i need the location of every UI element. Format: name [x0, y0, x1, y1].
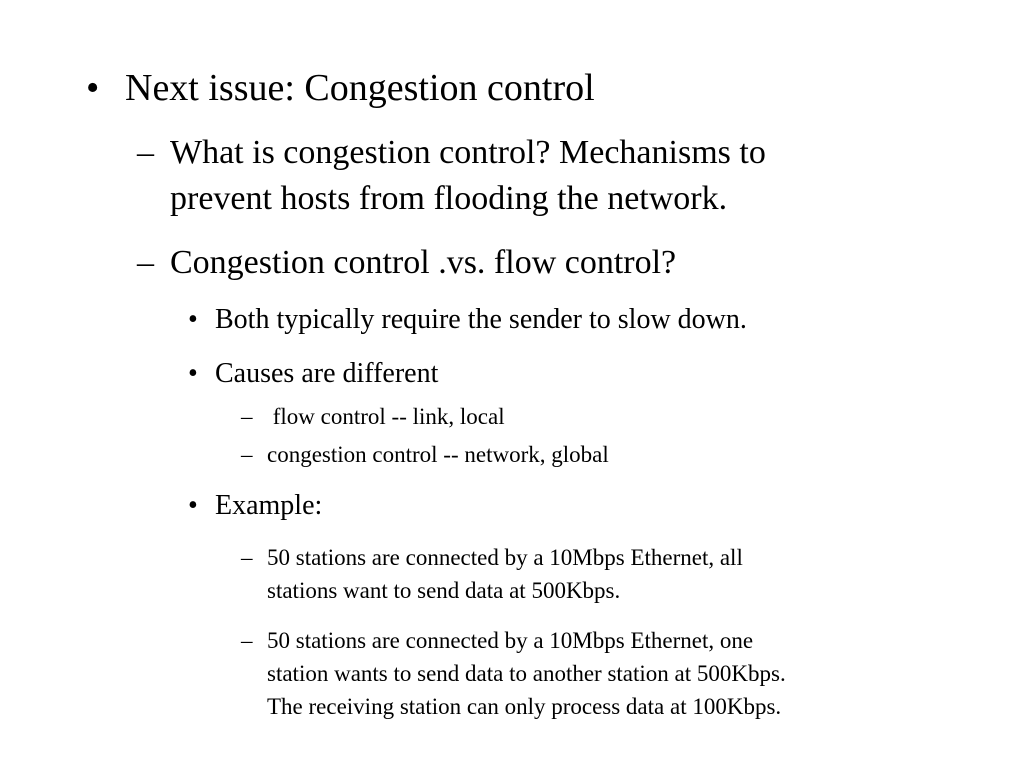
dash-marker: –: [241, 442, 253, 467]
what-is-congestion-line-2: prevent hosts from flooding the network.: [170, 180, 728, 217]
heading-next-issue: Next issue: Congestion control: [125, 67, 595, 109]
flow-control-cause: flow control -- link, local: [267, 404, 505, 429]
dash-marker: –: [241, 628, 253, 653]
bullet-marker: •: [86, 67, 100, 109]
bullet-marker: •: [188, 490, 198, 521]
example-1-line-2: stations want to send data at 500Kbps.: [267, 578, 621, 603]
both-slow-down: Both typically require the sender to slow down.: [215, 304, 747, 335]
example-2-line-1: 50 stations are connected by a 10Mbps Ethernet, one: [267, 628, 754, 653]
example-1-line-1: 50 stations are connected by a 10Mbps Ethernet, all: [267, 545, 743, 570]
bullet-marker: •: [188, 304, 198, 335]
dash-marker: –: [241, 404, 253, 429]
example-2-line-2: station wants to send data to another station at 500Kbps.: [267, 661, 786, 686]
congestion-control-cause: congestion control -- network, global: [267, 442, 609, 467]
causes-different: Causes are different: [215, 358, 439, 389]
congestion-vs-flow: Congestion control .vs. flow control?: [170, 244, 677, 281]
dash-marker: –: [137, 244, 154, 281]
example-label: Example:: [215, 490, 323, 521]
what-is-congestion-line-1: What is congestion control? Mechanisms to: [170, 134, 766, 171]
dash-marker: –: [137, 134, 154, 171]
example-2-line-3: The receiving station can only process data at 100Kbps.: [267, 694, 782, 719]
dash-marker: –: [241, 545, 253, 570]
bullet-marker: •: [188, 358, 198, 389]
